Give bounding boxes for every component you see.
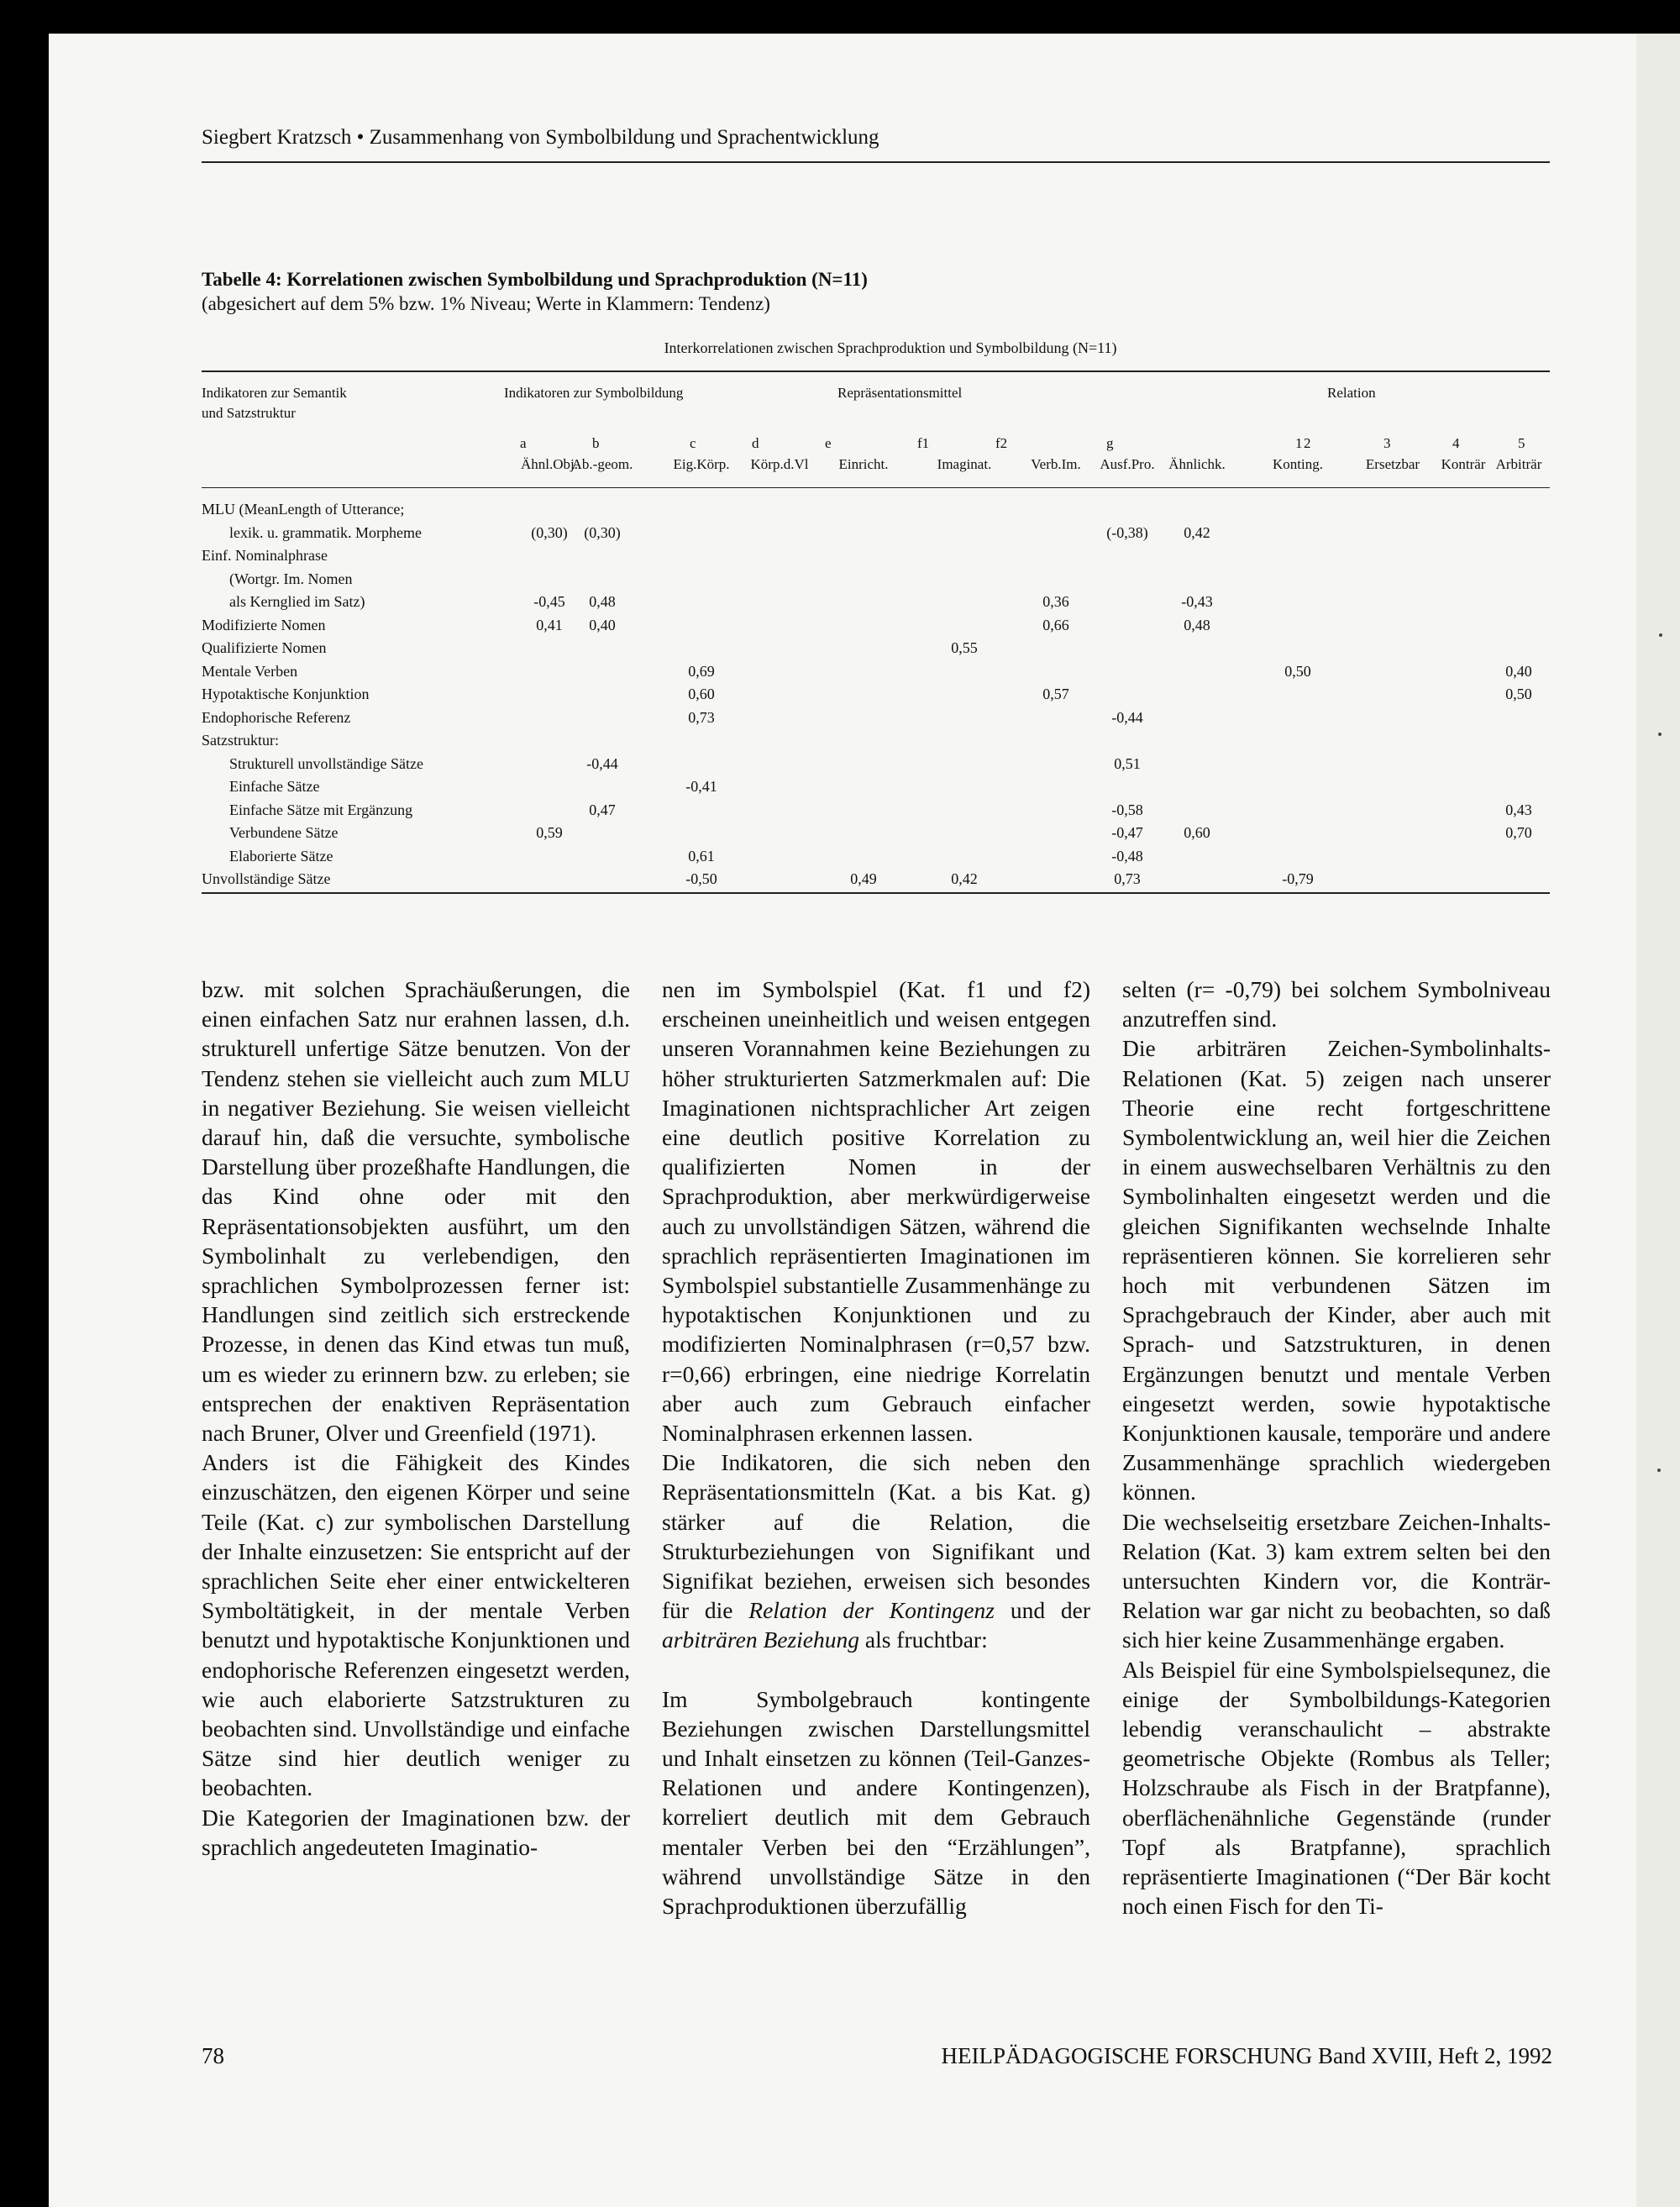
journal-footer: HEILPÄDAGOGISCHE FORSCHUNG Band XVIII, Heft 2, 1992: [941, 2043, 1552, 2068]
emphasis: arbiträren Beziehung: [662, 1626, 859, 1653]
table-row: [0, 501, 1680, 523]
table-row: [0, 570, 1680, 593]
column-label: Körp.d.Vl: [750, 456, 809, 472]
paragraph: Anders ist die Fähigkeit des Kindes einzuschätzen, den eigenen Körper und seine Teile (Kat. c) zur symbolischen Darstellung der Inhalte einzusetzen: Sie entspricht auf der sprachlichen Seite eher einer entwickelteren Symboltätigkeit, in der mentale Verben benutzt und hypotaktische Konjunktionen und endophorische Referenzen eingesetzt werden, wie auch elaborierte Satzstrukturen zu beobachten sind. Unvollständige und einfache Sätze sind hier deutlich weniger zu beobachten.: [202, 1449, 630, 1801]
table-cell: 0,73: [1114, 870, 1141, 887]
table-cell: -0,47: [1111, 824, 1143, 841]
table-cell: (0,30): [584, 523, 621, 541]
table-row: [0, 524, 1680, 547]
paragraph: Die Kategorien der Imaginationen bzw. der sprachlich angedeuteten Imaginatio-: [202, 1804, 630, 1860]
row-label: als Kernglied im Satz): [229, 593, 365, 610]
paragraph: Die wechselseitig ersetzbare Zeichen-Inhalts-Relation (Kat. 3) kam extrem selten bei den untersuchten Kindern vor, die Konträr-Relation war gar nicht zu beobachten, so daß sich hier keine Zusammenhänge ergaben.: [1122, 1508, 1551, 1653]
row-label: lexik. u. grammatik. Morpheme: [229, 523, 422, 541]
paragraph: Im Symbolgebrauch kontingente Beziehungen zwischen Darstellungsmittel und Inhalt einsetzen zu können (Teil-Ganzes-Relationen und andere Kontingenzen), korreliert deutlich mit dem Gebrauch mentaler Verben bei den “Erzählungen”, während unvollständige Sätze in den Sprachproduktionen überzufällig: [662, 1685, 1090, 1920]
column-label: Einricht.: [838, 456, 889, 472]
row-label: Unvollständige Sätze: [202, 870, 331, 887]
row-label: Verbundene Sätze: [229, 824, 339, 841]
column-letter: a: [520, 435, 527, 451]
table-cell: 0,55: [951, 639, 978, 656]
paragraph: Die arbiträren Zeichen-Symbolinhalts-Relationen (Kat. 5) zeigen nach unserer Theorie eine recht fortgeschrittene Symbolentwicklung an, weil hier die Zeichen in einem auswechselbaren Verhältnis zu den Symbolinhalten eingesetzt werden und die gleichen Signifikanten wechselnde Inhalte repräsentieren können. Sie korrelieren sehr hoch mit verbundenen Sätzen im Sprachgebrauch der Kinder, aber auch mit Sprach- und Satzstrukturen, in denen Ergänzungen benutzt und mentale Verben eingesetzt werden, sowie hypotaktische Konjunktionen kausale, temporäre und andere Zusammenhänge sprachlich wiedergeben können.: [1122, 1035, 1551, 1505]
paragraph: nen im Symbolspiel (Kat. f1 und f2) erscheinen uneinheitlich und weisen entgegen unseren Vorannahmen keine Beziehungen zu höher strukturierten Satzmerkmalen auf: Die Imaginationen nichtsprachlicher Art zeigen eine deutlich positive Korrelation zu qualifizierten Nomen in der Sprachproduktion, aber merkwürdigerweise auch zu unvollständigen Sätzen, während die sprachlich repräsentierten Imaginationen im Symbolspiel substantielle Zusammenhänge zu hypotaktischen Konjunktionen und zu modifizierten Nominalphrasen (r=0,57 bzw. r=0,66) erbringen, eine niedrige Korrelatin aber auch zum Gebrauch einfacher Nominalphrasen erkennen lassen.: [662, 976, 1090, 1447]
table-row: [0, 686, 1680, 708]
table-row: [0, 732, 1680, 754]
table-cell: 0,42: [951, 870, 978, 887]
table-cell: -0,44: [1111, 708, 1143, 726]
table-row: [0, 617, 1680, 639]
table-bottom-rule: [202, 892, 1550, 894]
table-cell: 0,43: [1505, 801, 1532, 818]
column-letter: f1: [917, 435, 930, 451]
table-title: Tabelle 4: Korrelationen zwischen Symbolbildung und Sprachproduktion (N=11): [202, 269, 868, 290]
header-rule: [202, 161, 1550, 163]
row-label: (Wortgr. Im. Nomen: [229, 570, 353, 587]
table-cell: 0,69: [688, 662, 715, 680]
paragraph-gap: [662, 1655, 1090, 1684]
table-cell: -0,44: [586, 754, 618, 772]
table-cell: 0,61: [688, 847, 715, 864]
table-row: [0, 755, 1680, 778]
emphasis: Relation der Kontingenz: [748, 1597, 995, 1624]
table-row: [0, 593, 1680, 616]
running-head: Siegbert Kratzsch • Zusammenhang von Symbolbildung und Sprachentwicklung: [202, 126, 879, 149]
text-span: und der: [995, 1597, 1090, 1624]
page-number: 78: [202, 2043, 224, 2068]
table-row: [0, 824, 1680, 847]
table-cell: 0,36: [1042, 593, 1069, 610]
table-cell: 0,51: [1114, 754, 1141, 772]
table-cell: 0,48: [1184, 616, 1210, 633]
table-top-rule: [202, 370, 1550, 372]
table-cell: 0,50: [1505, 686, 1532, 702]
group-header-relation: Relation: [1327, 385, 1376, 401]
table-cell: -0,48: [1111, 847, 1143, 864]
table-cell: 0,57: [1042, 686, 1069, 702]
table-note: (abgesichert auf dem 5% bzw. 1% Niveau; Werte in Klammern: Tendenz): [202, 293, 770, 314]
table-row: [0, 870, 1680, 893]
table-row: [0, 709, 1680, 732]
column-letter: 5: [1518, 435, 1525, 451]
table-cell: (-0,38): [1106, 523, 1148, 541]
table-cell: 0,40: [1505, 662, 1532, 680]
row-label: Elaborierte Sätze: [229, 847, 333, 864]
row-label: Endophorische Referenz: [202, 708, 351, 726]
column-label: Verb.Im.: [1031, 456, 1081, 472]
table-row: [0, 547, 1680, 570]
table-cell: 0,60: [688, 686, 715, 702]
text-column-3: [1122, 975, 1551, 1921]
group-header-symbolbildung: Indikatoren zur Symbolbildung: [504, 385, 684, 401]
paragraph: selten (r= -0,79) bei solchem Symbolniveau anzutreffen sind.: [1122, 976, 1551, 1033]
column-letter: 4: [1452, 435, 1460, 451]
row-label: Einf. Nominalphrase: [202, 547, 328, 564]
table-cell: 0,50: [1284, 662, 1311, 680]
column-label: Konting.: [1273, 456, 1323, 472]
table-cell: 0,60: [1184, 824, 1210, 841]
row-label: Hypotaktische Konjunktion: [202, 686, 370, 702]
table-cell: 0,41: [536, 616, 563, 633]
column-letter: f2: [995, 435, 1008, 451]
column-letter: e: [825, 435, 832, 451]
paragraph: bzw. mit solchen Sprachäußerungen, die einen einfachen Satz nur erahnen lassen, d.h. strukturell unfertige Sätze benutzen. Von der Tendenz stehen sie vielleicht auch zum MLU in negativer Beziehung. Sie weisen vielleicht darauf hin, daß die versuchte, symbolische Darstellung über prozeßhafte Handlungen, die das Kind ohne oder mit den Repräsentationsobjekten ausführt, um den Symbolinhalt zu verlebendigen, den sprachlichen Symbolprozessen ferner ist: Handlungen sind zeitlich sich erstreckende Prozesse, in denen das Kind etwas tun muß, um es wieder zu erinnern bzw. zu erleben; sie entsprechen der enaktiven Repräsentation nach Bruner, Olver und Greenfield (1971).: [202, 976, 630, 1447]
paragraph: [662, 1448, 1090, 1654]
column-letter: 1: [1295, 435, 1303, 451]
row-label: Strukturell unvollständige Sätze: [229, 754, 423, 772]
row-label: Satzstruktur:: [202, 732, 279, 749]
table-cell: -0,58: [1111, 801, 1143, 818]
column-letter: g: [1106, 435, 1114, 451]
table-row: [0, 801, 1680, 824]
column-label: Ab.-geom.: [571, 456, 633, 472]
table-caption: [202, 267, 868, 316]
column-label: Ähnlichk.: [1168, 456, 1226, 472]
table-cell: -0,43: [1181, 593, 1213, 610]
table-row: [0, 639, 1680, 662]
indicator-header-2: und Satzstruktur: [202, 405, 296, 421]
row-label: Modifizierte Nomen: [202, 616, 326, 633]
column-letter: d: [752, 435, 759, 451]
table-cell: 0,40: [589, 616, 616, 633]
table-cell: 0,49: [850, 870, 877, 887]
table-cell: 0,42: [1184, 523, 1210, 541]
indicator-header-1: Indikatoren zur Semantik: [202, 385, 347, 401]
row-label: MLU (MeanLength of Utterance;: [202, 501, 405, 518]
column-label: Eig.Körp.: [673, 456, 730, 472]
text-column-1: [202, 975, 630, 1862]
table-cell: 0,73: [688, 708, 715, 726]
paragraph: Als Beispiel für eine Symbolspielsequnez, die einige der Symbolbildungs-Kategorien lebendig veranschaulicht – abstrakte geometrische Objekte (Rombus als Teller; Holzschraube als Fisch in der Bratpfanne), oberflächenähnliche Gegenstände (runder Topf als Bratpfanne), sprachlich repräsentierte Imaginationen (“Der Bär kocht noch einen Fisch for den Ti-: [1122, 1656, 1551, 1920]
row-label: Qualifizierte Nomen: [202, 639, 327, 656]
column-label: Ausf.Pro.: [1100, 456, 1155, 472]
table-cell: 0,47: [589, 801, 616, 818]
group-header-repraesentationsmittel: Repräsentationsmittel: [837, 385, 963, 401]
column-letter: 2: [1304, 435, 1311, 451]
table-cell: -0,79: [1282, 870, 1314, 887]
column-label: Ersetzbar: [1365, 456, 1420, 472]
table-header-rule: [202, 487, 1550, 488]
table-cell: (0,30): [531, 523, 568, 541]
column-letter: b: [592, 435, 600, 451]
scan-speck: [1657, 1469, 1661, 1472]
row-label: Einfache Sätze: [229, 778, 320, 795]
text-span: Die Indikatoren, die sich neben den Repräsentationsmitteln (Kat. a bis Kat. g) stärker auf die Relation, die Strukturbeziehungen von Signifikant und Signifikat beziehen, erweisen sich besondes für die: [662, 1449, 1090, 1624]
table-subheading: Interkorrelationen zwischen Sprachproduktion und Symbolbildung (N=11): [664, 339, 1117, 356]
table-cell: -0,45: [533, 593, 565, 610]
table-cell: 0,66: [1042, 616, 1069, 633]
table-cell: 0,70: [1505, 824, 1532, 841]
row-label: Einfache Sätze mit Ergänzung: [229, 801, 413, 818]
column-letter: c: [690, 435, 696, 451]
column-label: Imaginat.: [937, 456, 992, 472]
table-cell: -0,50: [685, 870, 717, 887]
column-letter: 3: [1383, 435, 1391, 451]
text-column-2: [662, 975, 1090, 1921]
facing-page-edge: [1636, 34, 1680, 2207]
column-label: Konträr: [1441, 456, 1486, 472]
table-row: [0, 848, 1680, 870]
text-span: als fruchtbar:: [859, 1626, 988, 1653]
table-row: [0, 778, 1680, 801]
row-label: Mentale Verben: [202, 662, 298, 680]
table-cell: 0,48: [589, 593, 616, 610]
table-row: [0, 663, 1680, 686]
column-label: Arbiträr: [1495, 456, 1542, 472]
column-label: Ähnl.Obj.: [521, 456, 578, 472]
table-cell: 0,59: [536, 824, 563, 841]
table-cell: -0,41: [685, 778, 717, 795]
